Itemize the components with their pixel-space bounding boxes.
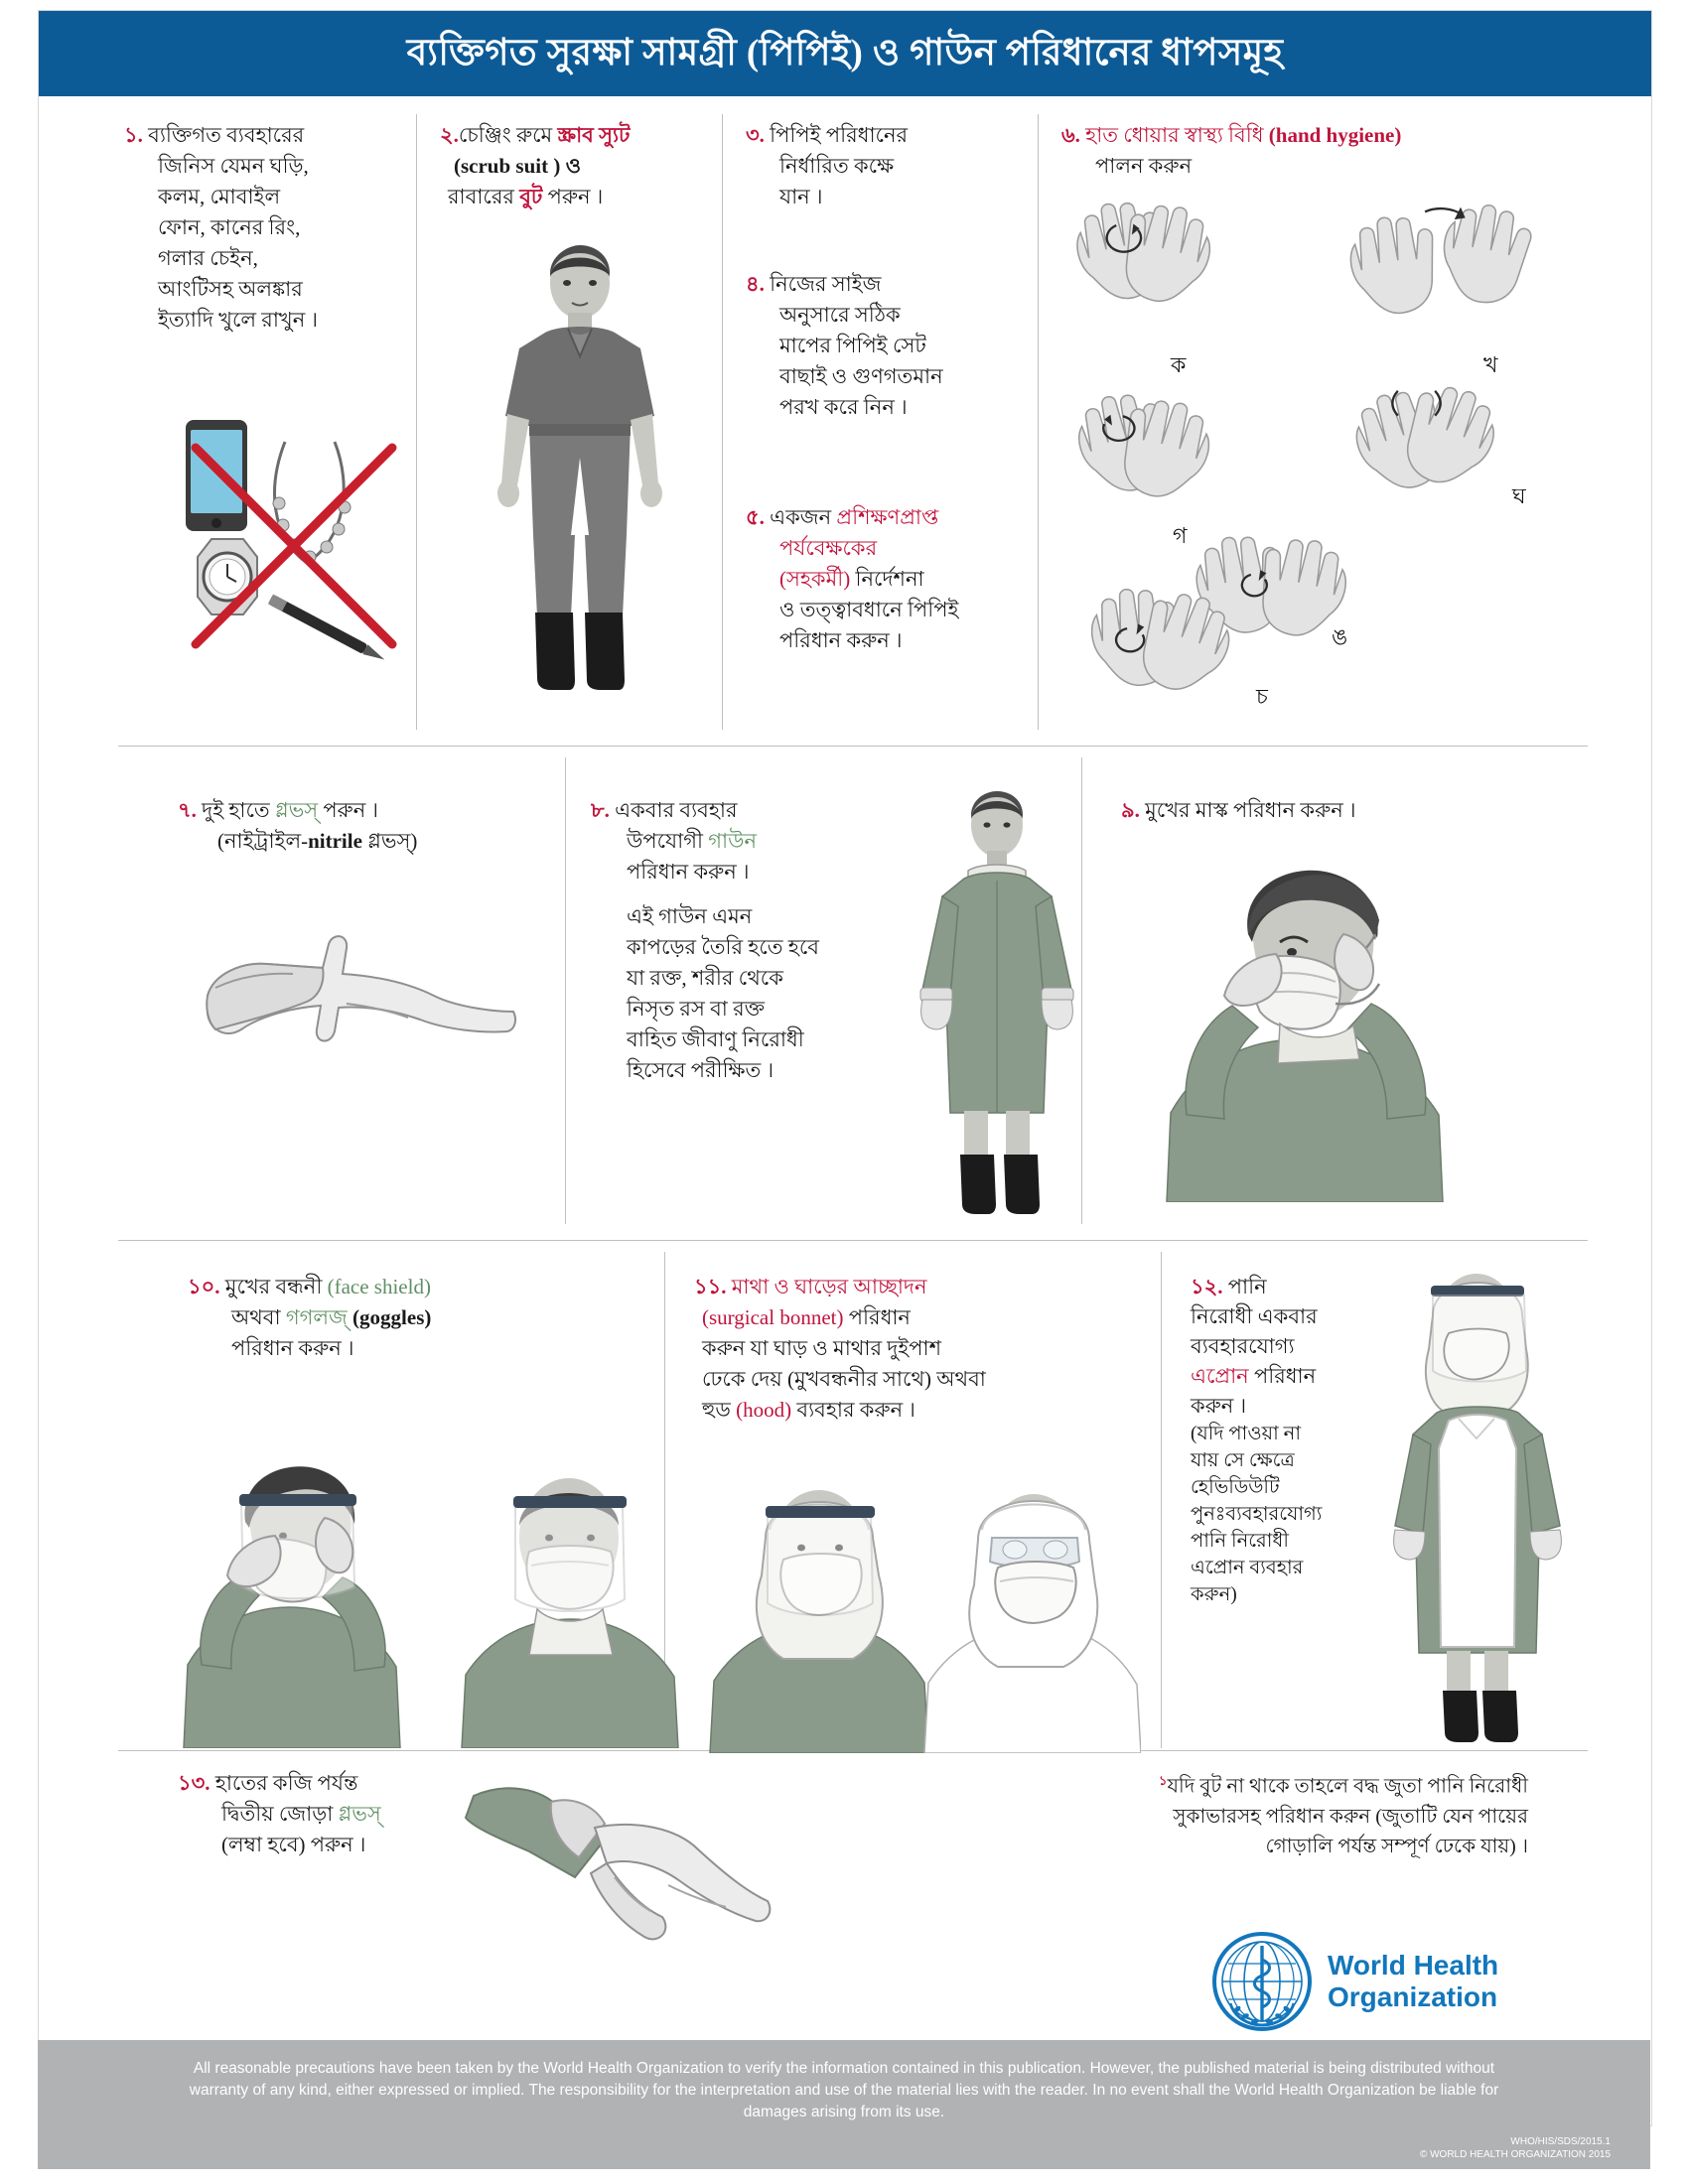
divider-horizontal-1 (118, 746, 1588, 747)
step-7-line2a: (নাইট্রাইল- (217, 829, 309, 853)
step-8-number: ৮. (591, 798, 610, 822)
footnote (992, 1766, 1528, 1861)
divider-vertical-4 (565, 757, 566, 1224)
step-6-line2: পালন করুন (1095, 154, 1193, 178)
step-8-line1: একবার ব্যবহার (615, 798, 738, 822)
step-1-line2: জিনিস যেমন ঘড়ি, (158, 154, 309, 178)
step-12-line5: করুন । (1191, 1394, 1247, 1418)
step-5-line1a: একজন (770, 505, 837, 529)
step-5-trained-word: প্রশিক্ষণপ্রাপ্ত (836, 505, 939, 529)
step-11-line4: ঢেকে দেয় (মুখবন্ধনীর সাথে) অথবা (702, 1367, 986, 1391)
step-12-line10: পানি নিরোধী (1191, 1531, 1289, 1552)
remove-personal-items-illustration (168, 408, 426, 686)
step-1-line3: কলম, মোবাইল (158, 185, 281, 208)
svg-text:ক: ক (1171, 352, 1187, 377)
who-emblem-icon (1210, 1930, 1314, 2033)
footnote-marker: ১ (1159, 1773, 1168, 1788)
step-9 (1121, 795, 1518, 826)
step-7 (178, 795, 505, 857)
footnote-line3: গোড়ালি পর্যন্ত সম্পূর্ণ ঢেকে যায়) । (1265, 1835, 1528, 1857)
step-8-gown-word: গাউন (708, 829, 758, 853)
step-11-line5c: ব্যবহার করুন । (791, 1398, 915, 1422)
step-8 (591, 795, 879, 1086)
publication-code-line2: © WORLD HEALTH ORGANIZATION 2015 (1419, 2149, 1611, 2160)
step-3-line1: পিপিই পরিধানের (770, 123, 909, 147)
step-13-number: ১৩. (178, 1771, 211, 1795)
poster-sheet (38, 10, 1652, 2126)
step-11-surgical-bonnet-en: (surgical bonnet) (702, 1305, 844, 1329)
step-12-line11: এপ্রোন ব্যবহার (1191, 1558, 1304, 1578)
step-13-gloves-word: গ্লভস্ (338, 1802, 381, 1826)
step-2-line3a: রাবারের (448, 185, 520, 208)
publication-code-line1: WHO/HIS/SDS/2015.1 (1510, 2136, 1611, 2147)
step-3-line2: নির্ধারিত কক্ষে (779, 154, 895, 178)
step-1 (124, 120, 422, 336)
who-name-line2: Organization (1328, 1981, 1498, 2012)
step-10-face-shield-en: (face shield) (327, 1275, 431, 1298)
step-5-observer-word: পর্যবেক্ষকের (779, 536, 878, 560)
step-6-line1a: হাত ধোয়ার স্বাস্থ্য বিধি (1085, 123, 1269, 147)
step-1-line7: ইত্যাদি খুলে রাখুন । (158, 308, 319, 332)
step-10-number: ১০. (188, 1275, 220, 1298)
step-1-line5: গলার চেইন, (158, 246, 258, 270)
step-6-number: ৬. (1061, 123, 1080, 147)
bonnet-and-hood-illustration (704, 1470, 1141, 1753)
step-2-boot-word: বুট (519, 185, 543, 208)
step-4-line1: নিজের সাইজ (770, 272, 882, 296)
step-2-line1a: চেঞ্জিং রুমে (458, 123, 558, 147)
step-7-line2c: গ্লভস্) (361, 829, 418, 853)
step-11-line5a: হুড (702, 1398, 737, 1422)
step-2-scrub-suit-bn: স্ক্রাব স্যুট (557, 123, 631, 147)
svg-text:ঘ: ঘ (1512, 483, 1526, 508)
step-5-line4: ও তত্ত্বাবধানে পিপিই (779, 598, 959, 621)
svg-text:খ: খ (1483, 352, 1498, 377)
step-10-goggles-en: (goggles) (347, 1305, 432, 1329)
step-10-line2a: অথবা (231, 1305, 286, 1329)
step-2 (440, 120, 728, 212)
step-8-line6: যা রক্ত, শরীর থেকে (627, 966, 783, 990)
step-4-line4: বাছাই ও গুণগতমান (779, 364, 943, 388)
gown-figure-illustration (903, 785, 1091, 1222)
step-1-line6: আংটিসহ অলঙ্কার (158, 277, 303, 301)
step-4 (746, 269, 1054, 423)
apron-figure-illustration (1379, 1264, 1578, 1750)
who-name-line1: World Health (1328, 1950, 1499, 1980)
step-11-line2b: পরিধান (843, 1305, 911, 1329)
step-11-hood-en: (hood) (736, 1398, 792, 1422)
step-8-line7: নিসৃত রস বা রক্ত (627, 997, 766, 1021)
divider-vertical-7 (1161, 1252, 1162, 1748)
step-10-goggles-bn: গগলজ্ (285, 1305, 348, 1329)
step-4-line5: পরখ করে নিন । (779, 395, 908, 419)
poster-header (39, 11, 1651, 96)
step-4-number: ৪. (746, 272, 765, 296)
step-8-line9: হিসেবে পরীক্ষিত । (627, 1058, 774, 1082)
step-4-line3: মাপের পিপিই সেট (779, 334, 926, 357)
disclaimer-text: All reasonable precautions have been taken by the World Health Organization to verify the information contained in this publication. However, the published material is being distributed without warranty of any kind, either expressed or implied. The responsibility for the interpretation and use of the material lies with the reader. In no event shall the World Health Organization be liable for damages arising from its use. (189, 2060, 1499, 2120)
svg-text:ঙ: ঙ (1332, 624, 1348, 649)
svg-text:গ: গ (1173, 523, 1188, 548)
step-3-line3: যান । (779, 185, 823, 208)
second-gloves-illustration (456, 1766, 793, 1975)
step-13-line2a: দ্বিতীয় জোড়া (221, 1802, 339, 1826)
step-12-number: ১২. (1191, 1275, 1223, 1298)
step-2-line2: (scrub suit ) ও (454, 154, 582, 178)
step-13-line1: হাতের কজি পর্যন্ত (214, 1771, 358, 1795)
step-7-number: ৭. (178, 798, 197, 822)
step-5 (746, 502, 1054, 656)
step-12 (1191, 1272, 1374, 1608)
step-8-line3: পরিধান করুন । (627, 860, 750, 884)
face-shield-illustration (158, 1460, 714, 1748)
step-7-line1c: পরুন । (318, 798, 379, 822)
step-11 (694, 1272, 1141, 1426)
step-5-number: ৫. (746, 505, 765, 529)
step-11-number: ১১. (694, 1275, 727, 1298)
step-12-line1: পানি (1227, 1275, 1267, 1298)
step-5-line3c: নির্দেশনা (850, 567, 924, 591)
step-10-line1a: মুখের বন্ধনী (224, 1275, 328, 1298)
step-9-line1: মুখের মাস্ক পরিধান করুন । (1145, 798, 1356, 822)
step-8-line4: এই গাউন এমন (627, 904, 753, 928)
step-10-line3: পরিধান করুন । (231, 1336, 354, 1360)
step-6-hand-hygiene-en: (hand hygiene) (1268, 123, 1402, 147)
footnote-line2: সুকাভারসহ পরিধান করুন (জুতাটি যেন পায়ের (1173, 1805, 1528, 1828)
step-7-nitrile-en: nitrile (308, 829, 362, 853)
donning-gloves-illustration (198, 904, 525, 1123)
step-5-line5: পরিধান করুন । (779, 628, 903, 652)
step-8-line2a: উপযোগী (627, 829, 709, 853)
step-12-line6: (যদি পাওয়া না (1191, 1424, 1301, 1444)
step-8-line8: বাহিত জীবাণু নিরোধী (627, 1027, 804, 1051)
step-12-line12: করুন) (1191, 1584, 1237, 1605)
step-1-line1: ব্যক্তিগত ব্যবহারের (148, 123, 305, 147)
publication-code (1420, 2135, 1611, 2161)
disclaimer-bar (38, 2040, 1650, 2169)
scrub-suit-figure-illustration (456, 237, 704, 714)
step-12-apron-word: এপ্রোন (1191, 1364, 1249, 1388)
step-12-line4b: পরিধান (1248, 1364, 1317, 1388)
step-2-line3c: পরুন । (542, 185, 604, 208)
step-11-line3: করুন যা ঘাড় ও মাথার দুইপাশ (702, 1336, 942, 1360)
step-13 (178, 1768, 476, 1860)
step-12-line3: ব্যবহারযোগ্য (1191, 1334, 1295, 1358)
step-11-line1: মাথা ও ঘাড়ের আচ্ছাদন (731, 1275, 927, 1298)
step-2-number: ২. (440, 123, 459, 147)
step-6 (1061, 120, 1598, 182)
step-7-gloves-word: গ্লভস্ (274, 798, 319, 822)
step-4-line2: অনুসারে সঠিক (779, 303, 901, 327)
step-12-line2: নিরোধী একবার (1191, 1304, 1318, 1328)
step-12-line7: যায় সে ক্ষেত্রে (1191, 1450, 1295, 1471)
step-12-line9: পুনঃব্যবহারযোগ্য (1191, 1504, 1323, 1525)
step-1-number: ১. (124, 123, 143, 147)
step-9-number: ৯. (1121, 798, 1140, 822)
step-1-line4: ফোন, কানের রিং, (158, 215, 301, 239)
divider-horizontal-2 (118, 1240, 1588, 1241)
step-8-line5: কাপড়ের তৈরি হতে হবে (627, 935, 819, 959)
step-3 (746, 120, 1044, 212)
hand-hygiene-steps-illustration (1061, 188, 1598, 724)
step-10 (188, 1272, 535, 1364)
step-13-line3: (লম্বা হবে) পরুন । (221, 1833, 366, 1856)
svg-text:চ: চ (1256, 684, 1268, 709)
who-logo (1210, 1927, 1548, 2036)
donning-mask-illustration (1141, 865, 1469, 1202)
step-3-number: ৩. (746, 123, 765, 147)
footnote-line1: যদি বুট না থাকে তাহলে বদ্ধ জুতা পানি নিরোধী (1167, 1775, 1528, 1798)
step-7-line1a: দুই হাতে (202, 798, 275, 822)
page-title: ব্যক্তিগত সুরক্ষা সামগ্রী (পিপিই) ও গাউন পরিধানের ধাপসমূহ (406, 32, 1284, 73)
step-12-line8: হেভিডিউটি (1191, 1477, 1280, 1498)
step-5-colleague-word: (সহকর্মী) (779, 567, 851, 591)
